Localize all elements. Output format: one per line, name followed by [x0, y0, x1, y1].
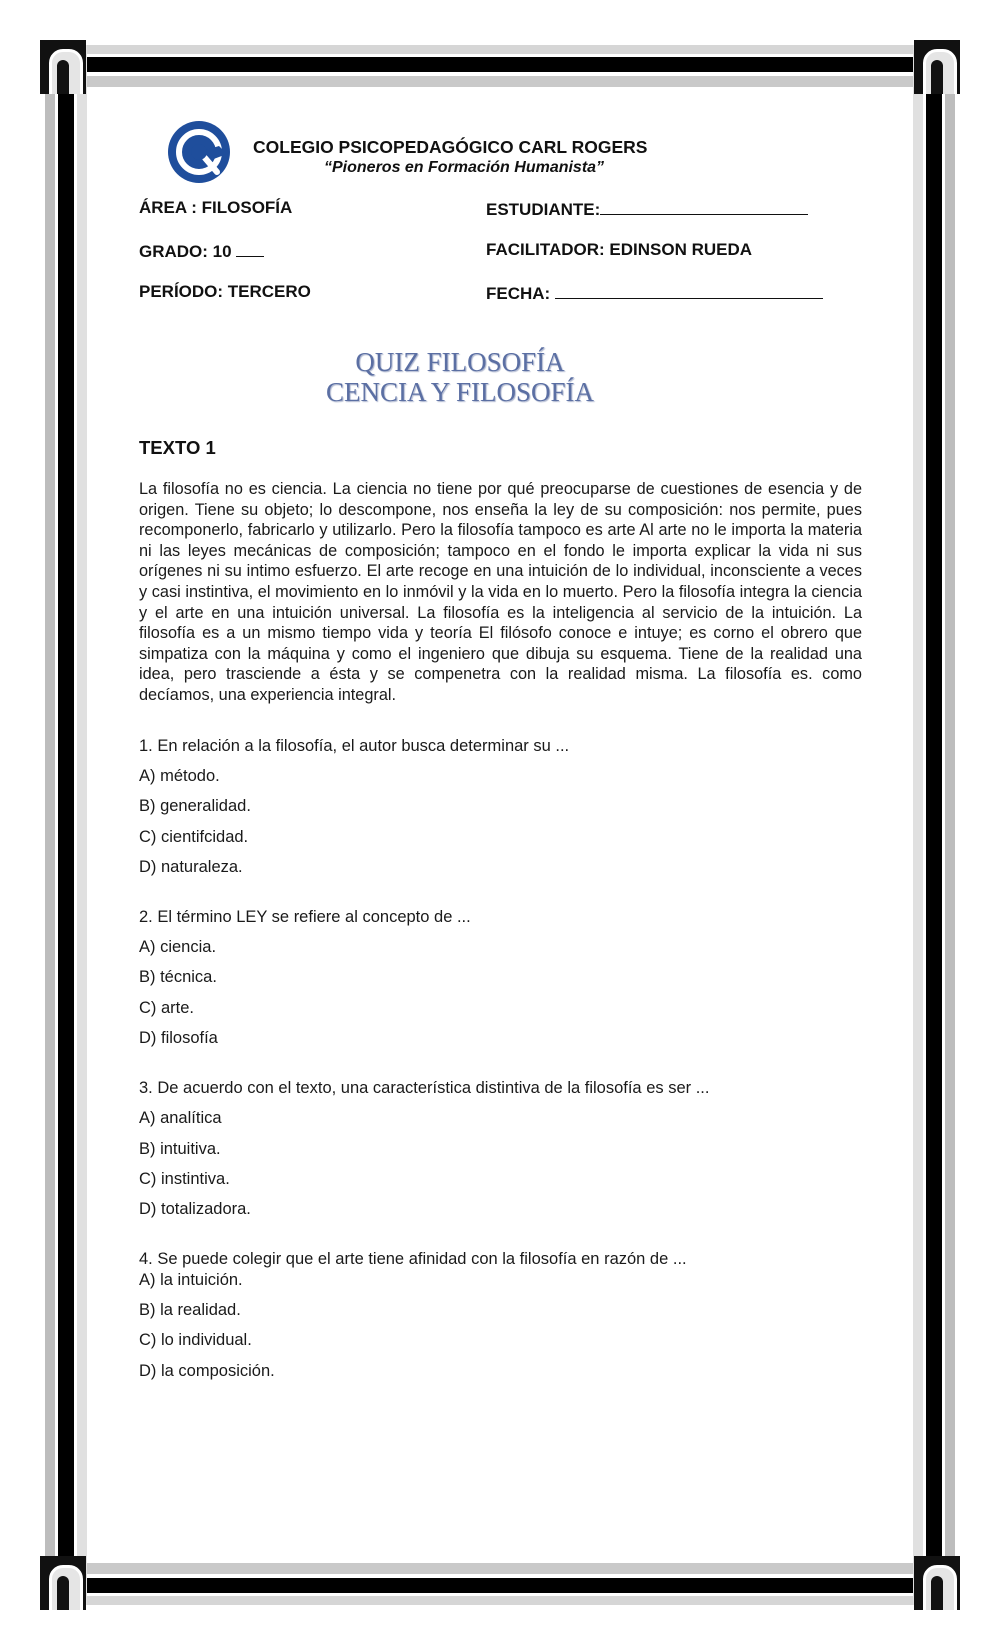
estudiante-field: [486, 198, 808, 220]
question-2-option-b[interactable]: B) técnica.: [139, 968, 217, 986]
fecha-label: FECHA:: [486, 284, 551, 303]
fecha-field: [486, 282, 823, 304]
text-heading: TEXTO 1: [139, 437, 216, 458]
question-1-option-a[interactable]: A) método.: [139, 767, 220, 785]
question-4-prompt: 4. Se puede colegir que el arte tiene afinidad con la filosofía en razón de ...: [139, 1250, 687, 1268]
facilitador-label: FACILITADOR: EDINSON RUEDA: [486, 240, 753, 259]
estudiante-blank-line[interactable]: [600, 198, 808, 215]
frame-corner-ornament: [914, 1556, 960, 1610]
question-1-option-c[interactable]: C) cientifcidad.: [139, 828, 249, 846]
question-3-option-a[interactable]: A) analítica: [139, 1109, 222, 1127]
question-3-option-b[interactable]: B) intuitiva.: [139, 1140, 221, 1158]
question-2-prompt: 2. El término LEY se refiere al concepto de ...: [139, 908, 471, 926]
grado-field: [139, 240, 264, 262]
school-name: COLEGIO PSICOPEDAGÓGICO CARL ROGERS: [253, 137, 648, 157]
question-2-option-c[interactable]: C) arte.: [139, 999, 195, 1017]
question-1-prompt: 1. En relación a la filosofía, el autor busca determinar su ...: [139, 737, 570, 755]
frame-corner-ornament: [40, 1556, 86, 1610]
frame-corner-ornament: [914, 40, 960, 94]
frame-left-border: [45, 45, 87, 1605]
quiz-title: QUIZ FILOSOFÍA: [355, 347, 565, 377]
question-2-option-a[interactable]: A) ciencia.: [139, 938, 217, 956]
frame-right-border: [913, 45, 955, 1605]
frame-top-border: [76, 45, 924, 87]
reading-passage: La filosofía no es ciencia. La ciencia no tiene por qué preocuparse de cuestiones de esencia y de origen. Tiene su objeto; lo descompone, nos enseña la ley de su composición: nos permite, pues recomponerlo, fabricarlo y utilizarlo. Pero la filosofía tampoco es arte Al arte no le importa la materia ni las leyes mecánicas de composición; tampoco en el fondo le importa explicar la vida ni sus orígenes ni su intimo esfuerzo. El arte recoge en una intuición de lo individual, inconsciente a veces y casi instintiva, el movimiento en lo inmóvil y la vida en lo muerto. Pero la filosofía integra la ciencia y el arte en una intuición universal. La filosofía es la inteligencia al servicio de la intuición. La filosofía es a un mismo tiempo vida y teoría El filósofo conoce e intuye; es corno el obrero que simpatiza con la máquina y como el ingeniero que dibuja su esquema. Tiene de la realidad una idea, pero trasciende a ésta y se compenetra con la realidad misma. La filosofía es. como decíamos, una experiencia integral.: [139, 480, 862, 704]
question-3-option-d[interactable]: D) totalizadora.: [139, 1200, 251, 1218]
school-logo-icon: [167, 120, 231, 184]
area-label: ÁREA : FILOSOFÍA: [139, 198, 293, 217]
question-4-option-a[interactable]: A) la intuición.: [139, 1271, 243, 1289]
grado-blank-line[interactable]: [236, 240, 264, 257]
grado-label: GRADO: 10: [139, 242, 232, 261]
estudiante-label: ESTUDIANTE:: [486, 200, 601, 219]
question-2-option-d[interactable]: D) filosofía: [139, 1029, 218, 1047]
question-3-option-c[interactable]: C) instintiva.: [139, 1170, 230, 1188]
frame-corner-ornament: [40, 40, 86, 94]
school-slogan: “Pioneros en Formación Humanista”: [324, 159, 605, 176]
periodo-label: PERÍODO: TERCERO: [139, 282, 311, 301]
quiz-subtitle: CENCIA Y FILOSOFÍA: [325, 377, 595, 407]
question-3-prompt: 3. De acuerdo con el texto, una característica distintiva de la filosofía es ser ...: [139, 1079, 710, 1097]
question-1-option-b[interactable]: B) generalidad.: [139, 797, 251, 815]
question-4-option-b[interactable]: B) la realidad.: [139, 1301, 241, 1319]
question-4-option-c[interactable]: C) lo individual.: [139, 1331, 252, 1349]
frame-bottom-border: [76, 1563, 924, 1605]
question-1-option-d[interactable]: D) naturaleza.: [139, 858, 243, 876]
fecha-blank-line[interactable]: [555, 282, 823, 299]
question-4-option-d[interactable]: D) la composición.: [139, 1362, 275, 1380]
